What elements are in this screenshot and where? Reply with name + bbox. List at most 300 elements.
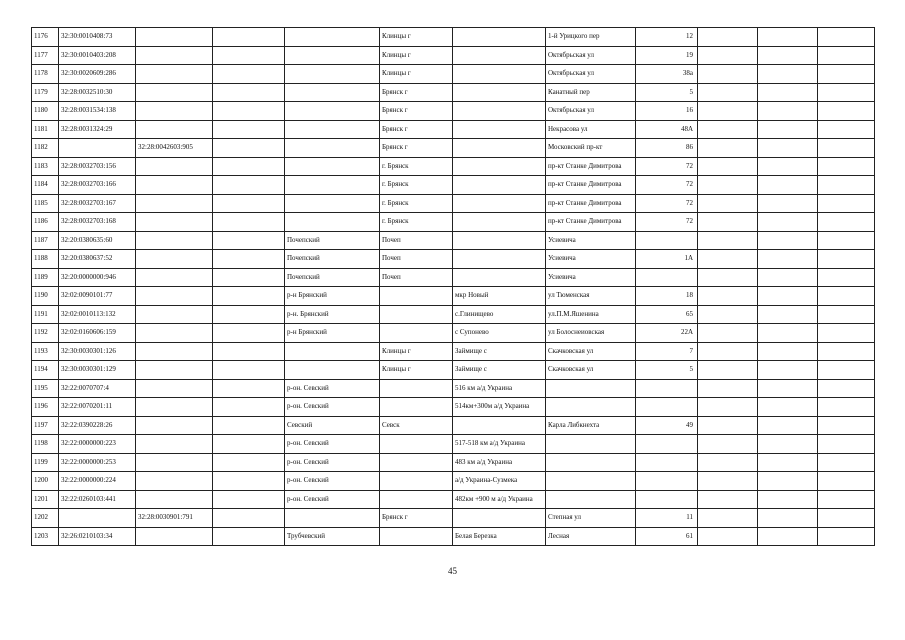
extra-cell [213,324,285,343]
district-cell [285,139,380,158]
cadastral-number-alt-cell [136,157,213,176]
locality-cell [453,213,546,232]
city-cell: Клинцы г [380,46,453,65]
blank-cell-a [698,509,758,528]
blank-cell-a [698,324,758,343]
extra-cell [213,398,285,417]
row-number-cell: 1181 [32,120,59,139]
city-cell: Почеп [380,250,453,269]
street-cell: Карла Либкнехта [546,416,636,435]
locality-cell [453,83,546,102]
blank-cell-c [818,472,875,491]
blank-cell-c [818,28,875,47]
district-cell [285,28,380,47]
table-row [32,46,875,65]
table-row [32,490,875,509]
blank-cell-a [698,287,758,306]
city-cell [380,435,453,454]
street-cell [546,453,636,472]
cadastral-number-cell: 32:22:0390228:26 [59,416,136,435]
district-cell [285,213,380,232]
cadastral-number-cell: 32:28:0031534:138 [59,102,136,121]
blank-cell-c [818,213,875,232]
district-cell [285,65,380,84]
locality-cell [453,65,546,84]
cadastral-number-alt-cell [136,453,213,472]
blank-cell-c [818,379,875,398]
city-cell: г. Брянск [380,157,453,176]
city-cell: Севск [380,416,453,435]
blank-cell-a [698,213,758,232]
district-cell: Трубчевский [285,527,380,546]
street-cell: Канатный пер [546,83,636,102]
extra-cell [213,472,285,491]
blank-cell-b [758,361,818,380]
district-cell [285,83,380,102]
blank-cell-b [758,231,818,250]
street-cell: ул Болоснеиовская [546,324,636,343]
cadastral-number-alt-cell [136,120,213,139]
district-cell: р-н Брянский [285,287,380,306]
blank-cell-b [758,139,818,158]
city-cell [380,490,453,509]
cadastral-number-alt-cell [136,83,213,102]
extra-cell [213,287,285,306]
blank-cell-a [698,305,758,324]
registry-table [31,27,875,546]
cadastral-number-alt-cell [136,398,213,417]
row-number-cell: 1196 [32,398,59,417]
row-number-cell: 1197 [32,416,59,435]
cadastral-number-alt-cell [136,361,213,380]
district-cell: р-он. Севский [285,435,380,454]
blank-cell-c [818,157,875,176]
extra-cell [213,268,285,287]
row-number-cell: 1176 [32,28,59,47]
table-row [32,65,875,84]
locality-cell [453,157,546,176]
city-cell: Брянск г [380,102,453,121]
district-cell [285,46,380,65]
locality-cell [453,176,546,195]
blank-cell-a [698,139,758,158]
cadastral-number-cell: 32:22:0070201:11 [59,398,136,417]
city-cell: Клинцы г [380,342,453,361]
extra-cell [213,102,285,121]
street-cell: ул.П.М.Яшенина [546,305,636,324]
row-number-cell: 1195 [32,379,59,398]
house-number-cell: 38а [636,65,698,84]
district-cell: р-н. Брянский [285,305,380,324]
cadastral-number-cell: 32:30:0010408:73 [59,28,136,47]
row-number-cell: 1193 [32,342,59,361]
blank-cell-b [758,305,818,324]
blank-cell-a [698,416,758,435]
locality-cell: Белая Березка [453,527,546,546]
city-cell [380,527,453,546]
cadastral-number-cell: 32:28:0032703:166 [59,176,136,195]
street-cell: Октябрьская ул [546,65,636,84]
house-number-cell: 61 [636,527,698,546]
street-cell: Октябрьская ул [546,46,636,65]
blank-cell-b [758,268,818,287]
blank-cell-a [698,268,758,287]
cadastral-number-alt-cell [136,194,213,213]
row-number-cell: 1202 [32,509,59,528]
city-cell: Брянск г [380,139,453,158]
blank-cell-b [758,250,818,269]
district-cell [285,157,380,176]
blank-cell-a [698,527,758,546]
cadastral-number-cell [59,509,136,528]
district-cell: р-н Брянский [285,324,380,343]
street-cell: пр-кт Станке Димитрова [546,213,636,232]
extra-cell [213,379,285,398]
extra-cell [213,416,285,435]
district-cell [285,176,380,195]
cadastral-number-cell: 32:22:0260103:441 [59,490,136,509]
locality-cell: а/д Украина-Сузмека [453,472,546,491]
blank-cell-a [698,490,758,509]
city-cell: Брянск г [380,120,453,139]
blank-cell-c [818,176,875,195]
blank-cell-b [758,472,818,491]
city-cell: Клинцы г [380,28,453,47]
district-cell: Почепский [285,231,380,250]
table-row [32,120,875,139]
house-number-cell [636,231,698,250]
street-cell: Московский пр-кт [546,139,636,158]
cadastral-number-alt-cell [136,490,213,509]
street-cell [546,490,636,509]
extra-cell [213,176,285,195]
cadastral-number-alt-cell: 32:28:0042603:905 [136,139,213,158]
street-cell: Лесная [546,527,636,546]
cadastral-number-alt-cell [136,342,213,361]
locality-cell: 482км +900 м а/д Украина [453,490,546,509]
cadastral-number-alt-cell [136,213,213,232]
street-cell [546,379,636,398]
blank-cell-c [818,342,875,361]
locality-cell: Займище с [453,342,546,361]
cadastral-number-cell: 32:02:0010113:132 [59,305,136,324]
table-row [32,453,875,472]
cadastral-number-cell: 32:30:0030301:126 [59,342,136,361]
district-cell [285,120,380,139]
cadastral-number-cell: 32:28:0032703:156 [59,157,136,176]
extra-cell [213,28,285,47]
blank-cell-c [818,527,875,546]
row-number-cell: 1183 [32,157,59,176]
locality-cell: мкр Новый [453,287,546,306]
house-number-cell [636,398,698,417]
blank-cell-b [758,176,818,195]
blank-cell-c [818,453,875,472]
blank-cell-b [758,416,818,435]
row-number-cell: 1188 [32,250,59,269]
house-number-cell [636,472,698,491]
house-number-cell: 22А [636,324,698,343]
blank-cell-b [758,157,818,176]
house-number-cell: 11 [636,509,698,528]
street-cell: пр-кт Станке Димитрова [546,176,636,195]
cadastral-number-cell: 32:22:0000000:224 [59,472,136,491]
blank-cell-a [698,83,758,102]
locality-cell [453,194,546,213]
table-row [32,379,875,398]
street-cell: Усиевича [546,250,636,269]
cadastral-number-alt-cell [136,250,213,269]
extra-cell [213,305,285,324]
table-row [32,176,875,195]
district-cell: р-он. Севский [285,472,380,491]
blank-cell-a [698,472,758,491]
district-cell [285,342,380,361]
street-cell: Усиевича [546,268,636,287]
city-cell: Брянск г [380,83,453,102]
row-number-cell: 1203 [32,527,59,546]
table-row [32,213,875,232]
blank-cell-a [698,250,758,269]
cadastral-number-cell: 32:30:0010403:208 [59,46,136,65]
blank-cell-b [758,509,818,528]
row-number-cell: 1191 [32,305,59,324]
city-cell: Клинцы г [380,361,453,380]
cadastral-number-alt-cell: 32:28:0030901:791 [136,509,213,528]
blank-cell-a [698,398,758,417]
row-number-cell: 1177 [32,46,59,65]
cadastral-number-cell: 32:26:0210103:34 [59,527,136,546]
street-cell: Октябрьская ул [546,102,636,121]
registry-table-body [32,28,875,546]
street-cell: пр-кт Станке Димитрова [546,157,636,176]
district-cell [285,102,380,121]
row-number-cell: 1189 [32,268,59,287]
table-row [32,139,875,158]
locality-cell: с Супонево [453,324,546,343]
cadastral-number-cell: 32:02:0160606:159 [59,324,136,343]
blank-cell-a [698,65,758,84]
street-cell [546,472,636,491]
row-number-cell: 1178 [32,65,59,84]
blank-cell-b [758,342,818,361]
table-row [32,102,875,121]
blank-cell-a [698,28,758,47]
house-number-cell: 5 [636,83,698,102]
house-number-cell: 7 [636,342,698,361]
locality-cell: 483 км а/д Украина [453,453,546,472]
street-cell [546,398,636,417]
blank-cell-c [818,231,875,250]
blank-cell-c [818,509,875,528]
cadastral-number-cell: 32:02:0090101:77 [59,287,136,306]
cadastral-number-cell: 32:30:0020609:286 [59,65,136,84]
extra-cell [213,435,285,454]
blank-cell-c [818,416,875,435]
blank-cell-a [698,435,758,454]
blank-cell-a [698,46,758,65]
extra-cell [213,509,285,528]
table-row [32,435,875,454]
table-row [32,157,875,176]
locality-cell [453,102,546,121]
district-cell [285,509,380,528]
blank-cell-c [818,194,875,213]
table-row [32,231,875,250]
blank-cell-b [758,46,818,65]
blank-cell-b [758,102,818,121]
row-number-cell: 1194 [32,361,59,380]
cadastral-number-alt-cell [136,231,213,250]
locality-cell: с.Глинищево [453,305,546,324]
extra-cell [213,342,285,361]
locality-cell [453,509,546,528]
row-number-cell: 1190 [32,287,59,306]
house-number-cell [636,453,698,472]
blank-cell-c [818,435,875,454]
cadastral-number-cell: 32:30:0030301:129 [59,361,136,380]
extra-cell [213,65,285,84]
house-number-cell [636,435,698,454]
city-cell [380,453,453,472]
blank-cell-c [818,83,875,102]
house-number-cell [636,490,698,509]
street-cell: Усиевича [546,231,636,250]
house-number-cell: 48А [636,120,698,139]
table-row [32,509,875,528]
table-row [32,416,875,435]
city-cell: Клинцы г [380,65,453,84]
locality-cell [453,139,546,158]
blank-cell-c [818,65,875,84]
city-cell: Почеп [380,268,453,287]
street-cell: 1-й Урицкого пер [546,28,636,47]
row-number-cell: 1200 [32,472,59,491]
house-number-cell: 19 [636,46,698,65]
cadastral-number-alt-cell [136,435,213,454]
blank-cell-b [758,435,818,454]
district-cell: Почепский [285,250,380,269]
table-row [32,28,875,47]
locality-cell [453,120,546,139]
house-number-cell: 72 [636,213,698,232]
house-number-cell: 72 [636,194,698,213]
street-cell: Скачковская ул [546,361,636,380]
blank-cell-c [818,287,875,306]
locality-cell: 514км+300м а/д Украина [453,398,546,417]
blank-cell-b [758,453,818,472]
blank-cell-b [758,213,818,232]
house-number-cell [636,379,698,398]
row-number-cell: 1198 [32,435,59,454]
blank-cell-c [818,139,875,158]
cadastral-number-alt-cell [136,324,213,343]
blank-cell-c [818,324,875,343]
district-cell: р-он. Севский [285,379,380,398]
blank-cell-a [698,176,758,195]
table-row [32,361,875,380]
blank-cell-a [698,194,758,213]
locality-cell [453,28,546,47]
district-cell: р-он. Севский [285,398,380,417]
extra-cell [213,250,285,269]
locality-cell [453,46,546,65]
house-number-cell: 86 [636,139,698,158]
district-cell [285,194,380,213]
district-cell [285,361,380,380]
row-number-cell: 1201 [32,490,59,509]
row-number-cell: 1192 [32,324,59,343]
cadastral-number-alt-cell [136,268,213,287]
blank-cell-a [698,379,758,398]
cadastral-number-alt-cell [136,176,213,195]
table-row [32,342,875,361]
house-number-cell: 12 [636,28,698,47]
blank-cell-a [698,453,758,472]
locality-cell: 517-518 км а/д Украина [453,435,546,454]
blank-cell-b [758,324,818,343]
table-row [32,250,875,269]
city-cell [380,287,453,306]
blank-cell-b [758,398,818,417]
house-number-cell: 49 [636,416,698,435]
cadastral-number-cell: 32:20:0000000:946 [59,268,136,287]
locality-cell [453,231,546,250]
table-row [32,268,875,287]
city-cell: г. Брянск [380,176,453,195]
blank-cell-c [818,398,875,417]
page-number: 45 [448,566,457,576]
extra-cell [213,139,285,158]
cadastral-number-alt-cell [136,102,213,121]
blank-cell-b [758,83,818,102]
cadastral-number-alt-cell [136,416,213,435]
house-number-cell: 16 [636,102,698,121]
extra-cell [213,231,285,250]
row-number-cell: 1187 [32,231,59,250]
street-cell [546,435,636,454]
table-row [32,527,875,546]
row-number-cell: 1184 [32,176,59,195]
cadastral-number-alt-cell [136,527,213,546]
cadastral-number-cell: 32:22:0000000:253 [59,453,136,472]
house-number-cell: 72 [636,157,698,176]
blank-cell-a [698,231,758,250]
blank-cell-c [818,250,875,269]
blank-cell-b [758,65,818,84]
cadastral-number-alt-cell [136,379,213,398]
cadastral-number-cell: 32:28:0032703:168 [59,213,136,232]
extra-cell [213,490,285,509]
blank-cell-b [758,527,818,546]
blank-cell-c [818,361,875,380]
city-cell: г. Брянск [380,213,453,232]
blank-cell-c [818,46,875,65]
city-cell: Почеп [380,231,453,250]
blank-cell-c [818,120,875,139]
street-cell: Скачковская ул [546,342,636,361]
house-number-cell: 72 [636,176,698,195]
locality-cell [453,250,546,269]
locality-cell: 516 км а/д Украина [453,379,546,398]
house-number-cell: 65 [636,305,698,324]
cadastral-number-cell: 32:28:0031324:29 [59,120,136,139]
row-number-cell: 1180 [32,102,59,121]
cadastral-number-cell: 32:20:0380635:60 [59,231,136,250]
cadastral-number-alt-cell [136,472,213,491]
house-number-cell: 5 [636,361,698,380]
extra-cell [213,83,285,102]
